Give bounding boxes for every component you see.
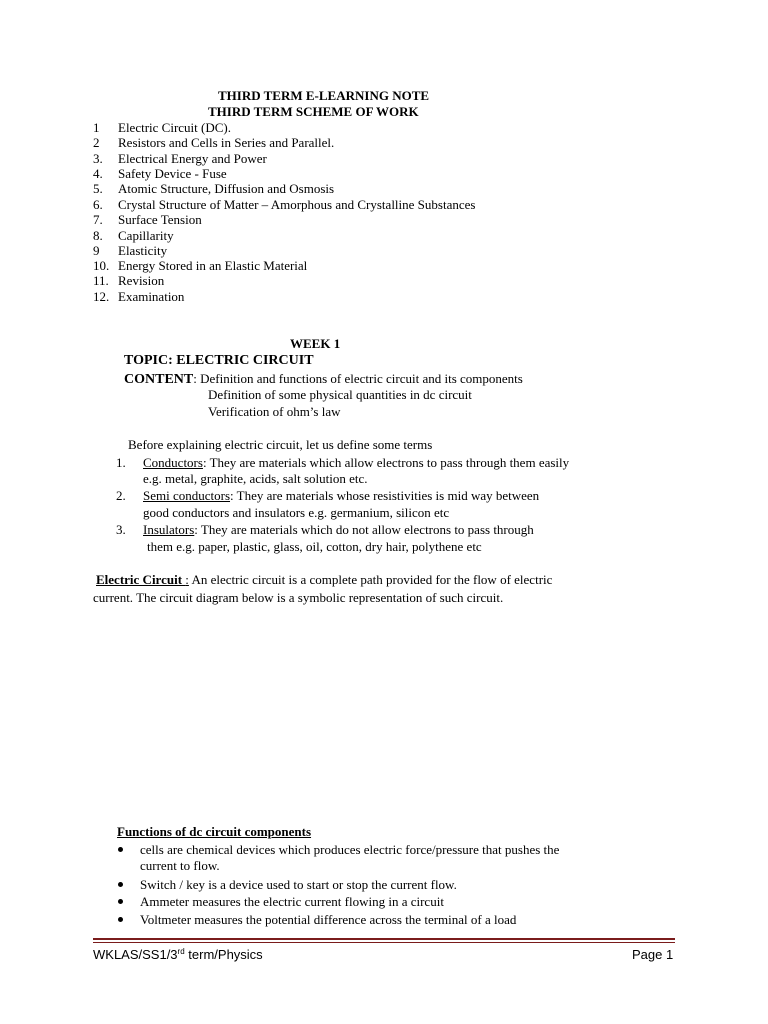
bullet-text-continued: current to flow. (140, 858, 220, 873)
list-item-number: 4. (93, 166, 103, 181)
list-item-text: Examination (118, 289, 185, 304)
list-item-text: Energy Stored in an Elastic Material (118, 258, 308, 273)
bullet-text: Ammeter measures the electric current flowing in a circuit (140, 894, 444, 909)
footer-rule-thick (93, 938, 675, 940)
term-name: Semi conductors (143, 488, 231, 503)
document-subtitle: THIRD TERM SCHEME OF WORK (208, 104, 419, 119)
content-line (124, 371, 523, 387)
definition-text-continued: current. The circuit diagram below is a symbolic representation of such circuit. (93, 590, 504, 605)
term-definition (143, 522, 534, 537)
term-definition (143, 455, 569, 470)
list-item-number: 8. (93, 228, 103, 243)
content-item: : Definition and functions of electric circuit and its components (193, 371, 523, 386)
term-text-continued: good conductors and insulators e.g. germanium, silicon etc (143, 505, 450, 520)
bullet-icon (118, 917, 123, 922)
content-label: CONTENT (124, 372, 194, 387)
bullet-text: Switch / key is a device used to start or stop the current flow. (140, 877, 457, 892)
list-item-number: 1 (93, 120, 100, 135)
bullet-text: Voltmeter measures the potential difference across the terminal of a load (140, 912, 517, 927)
functions-heading: Functions of dc circuit components (117, 824, 312, 839)
footer-course-prefix: WKLAS/SS1/3 (93, 947, 178, 962)
term-definition (143, 488, 539, 503)
definition-colon: : (185, 572, 189, 587)
definition-text: An electric circuit is a complete path provided for the flow of electric (188, 572, 553, 587)
list-item-number: 3. (116, 522, 126, 537)
list-item-number: 6. (93, 197, 103, 212)
list-item-text: Crystal Structure of Matter – Amorphous and Crystalline Substances (118, 197, 476, 212)
list-item-number: 11. (93, 273, 109, 288)
list-item-text: Atomic Structure, Diffusion and Osmosis (118, 181, 335, 196)
list-item-number: 12. (93, 289, 110, 304)
terms-intro: Before explaining electric circuit, let us define some terms (128, 437, 433, 452)
list-item-text: Resistors and Cells in Series and Parallel. (118, 135, 335, 150)
term-text: : They are materials which do not allow electrons to pass through (194, 522, 534, 537)
term-text-continued: e.g. metal, graphite, acids, salt solution etc. (143, 471, 368, 486)
bullet-text: cells are chemical devices which produces electric force/pressure that pushes the (140, 842, 560, 857)
list-item-number: 2. (116, 488, 126, 503)
list-item-number: 5. (93, 181, 103, 196)
term-text-continued: them e.g. paper, plastic, glass, oil, cotton, dry hair, polythene etc (147, 539, 482, 554)
term-text: : They are materials which allow electrons to pass through them easily (202, 455, 570, 470)
list-item-number: 1. (116, 455, 126, 470)
list-item-text: Revision (118, 273, 165, 288)
document-title: THIRD TERM E-LEARNING NOTE (218, 88, 430, 103)
electric-circuit-term: Electric Circuit (96, 572, 186, 587)
list-item-text: Elasticity (118, 243, 168, 258)
bullet-icon (118, 882, 123, 887)
footer-rule-thin (93, 942, 675, 943)
term-name: Conductors (143, 455, 203, 470)
page-number: Page 1 (632, 947, 674, 962)
list-item-text: Safety Device - Fuse (118, 166, 227, 181)
term-text: : They are materials whose resistivities is mid way between (230, 488, 540, 503)
list-item-number: 10. (93, 258, 110, 273)
list-item-number: 2 (93, 135, 100, 150)
footer-course-suffix: term/Physics (184, 947, 263, 962)
list-item-number: 3. (93, 151, 103, 166)
week-label: WEEK 1 (290, 336, 341, 351)
bullet-icon (118, 899, 123, 904)
content-item: Definition of some physical quantities in dc circuit (208, 387, 472, 402)
content-item: Verification of ohm’s law (208, 404, 341, 419)
bullet-icon (118, 847, 123, 852)
list-item-text: Electric Circuit (DC). (118, 120, 231, 135)
footer-course-code (93, 947, 263, 962)
list-item-number: 9 (93, 243, 100, 258)
footer-course-sup: rd (177, 947, 185, 956)
list-item-text: Surface Tension (118, 212, 202, 227)
list-item-text: Capillarity (118, 228, 174, 243)
list-item-text: Electrical Energy and Power (118, 151, 267, 166)
term-name: Insulators (143, 522, 195, 537)
list-item-number: 7. (93, 212, 103, 227)
topic-heading: TOPIC: ELECTRIC CIRCUIT (124, 353, 314, 368)
electric-circuit-definition (96, 572, 552, 587)
